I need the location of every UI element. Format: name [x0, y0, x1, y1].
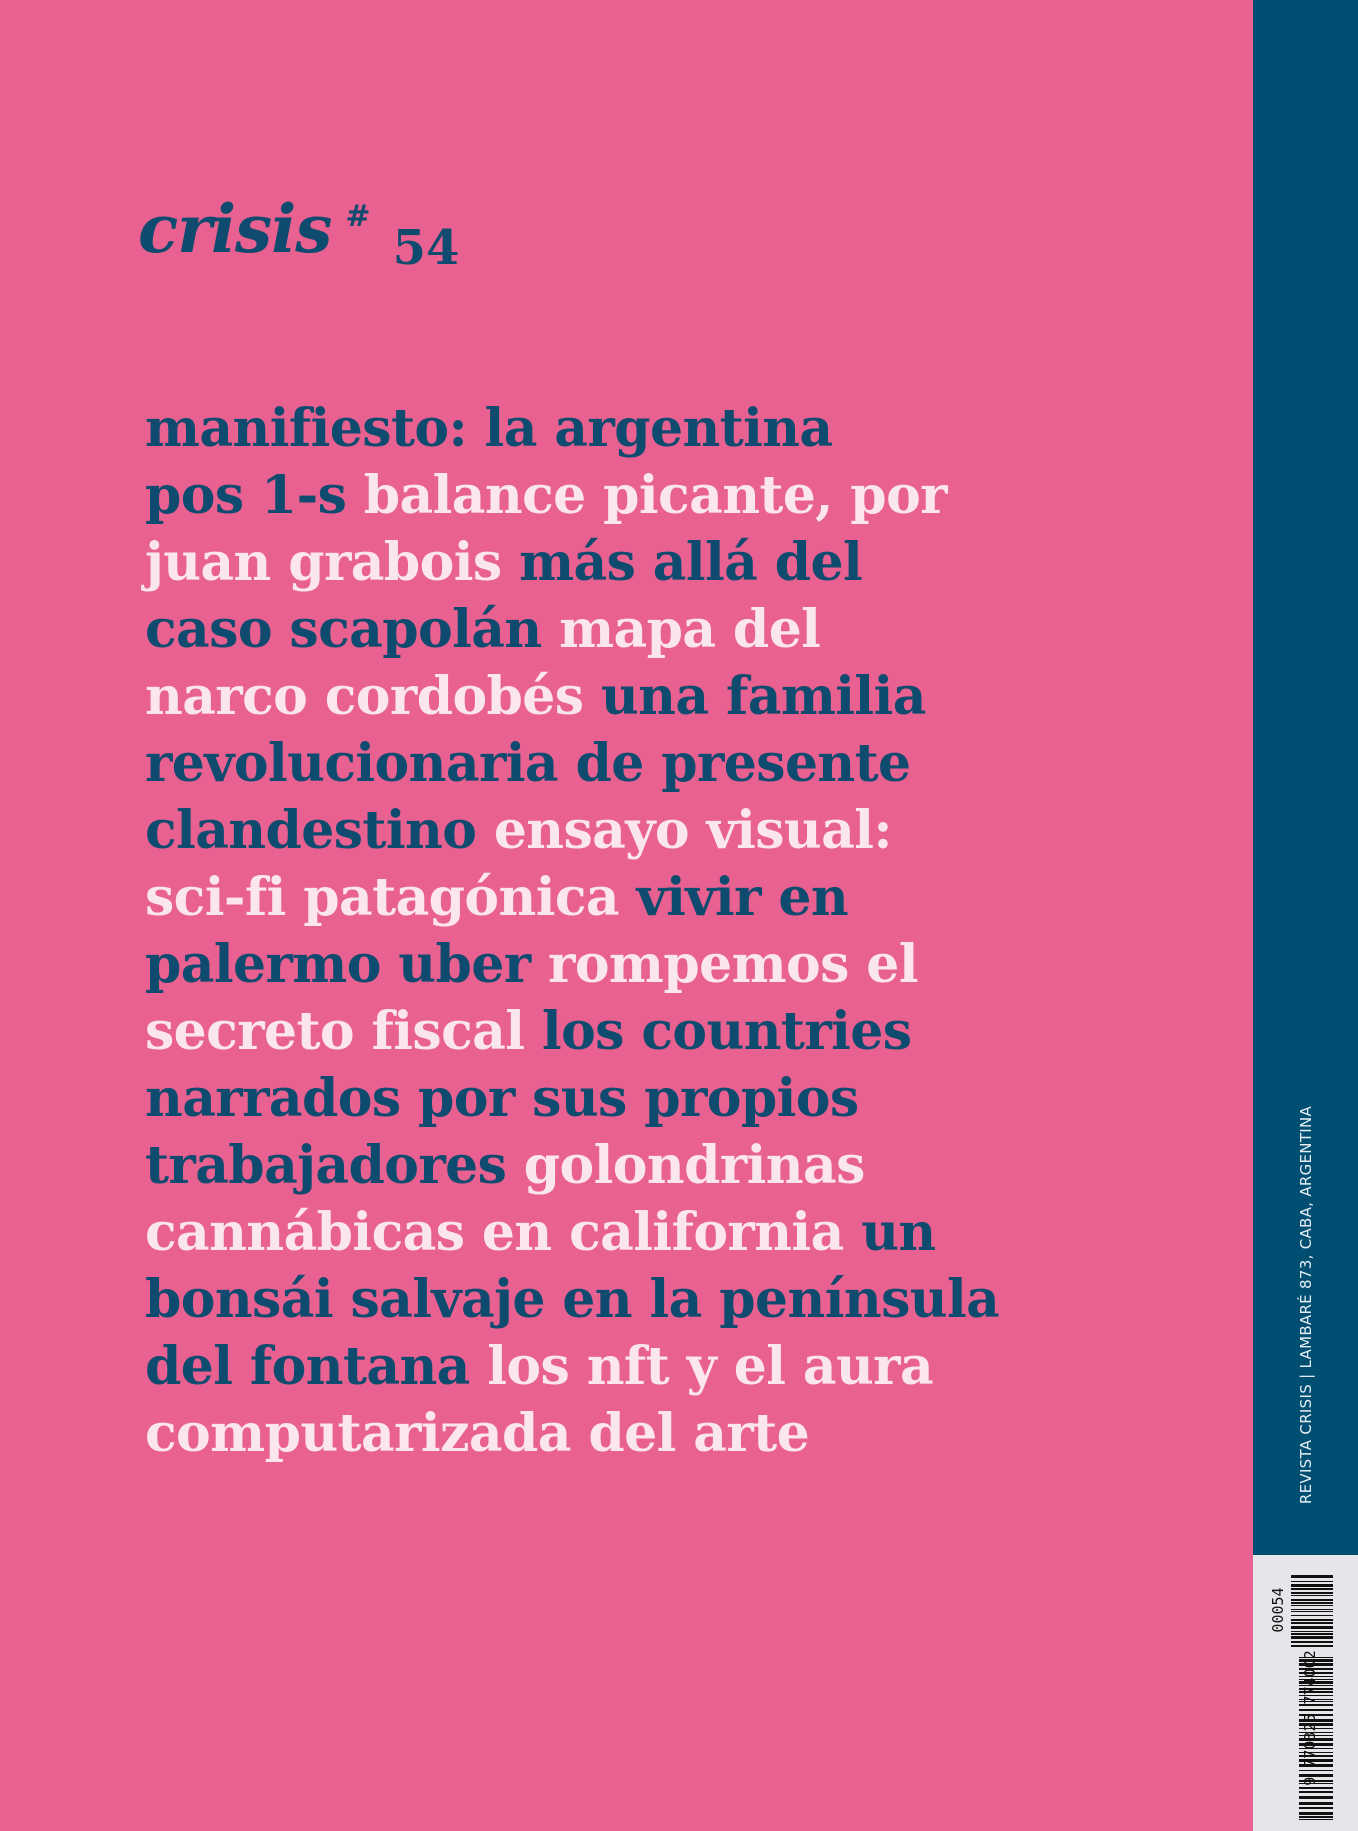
contents-segment: juan grabois [145, 532, 520, 593]
contents-segment: ensayo visual: [493, 800, 892, 861]
contents-list [145, 395, 1000, 1467]
contents-segment: caso scapolán [145, 599, 560, 660]
barcode-addon-digits: 00054 [1269, 1587, 1287, 1633]
contents-segment: computarizada del arte [145, 1403, 810, 1464]
contents-segment: los countries [541, 1001, 912, 1062]
contents-line [145, 596, 945, 663]
contents-segment: los nft y el aura [487, 1336, 934, 1397]
contents-line [145, 1199, 945, 1266]
contents-segment: revolucionaria de presente [145, 733, 911, 794]
contents-line [145, 864, 945, 931]
contents-line [145, 395, 945, 462]
contents-segment: trabajadores [145, 1135, 524, 1196]
contents-segment: más allá del [519, 532, 863, 593]
magazine-title: crisis [138, 190, 332, 268]
contents-segment: balance picante, por [363, 465, 947, 526]
contents-segment: rompemos el [548, 934, 918, 995]
contents-line [145, 1132, 945, 1199]
contents-line [145, 730, 945, 797]
contents-segment: secreto fiscal [145, 1001, 542, 1062]
contents-line [145, 1333, 945, 1400]
contents-segment: vivir en [636, 867, 849, 928]
contents-line [145, 931, 945, 998]
barcode-digits: 9 770325 774002 [1301, 1650, 1319, 1786]
contents-segment: sci-fi patagónica [145, 867, 637, 928]
contents-line [145, 462, 945, 529]
masthead [138, 190, 459, 280]
spine-address-text: REVISTA CRISIS | LAMBARÉ 873, CABA, ARGENTINA [1297, 1105, 1315, 1505]
contents-segment: manifiesto: la argentina [145, 398, 833, 459]
contents-line [145, 529, 945, 596]
contents-segment: una familia [600, 666, 926, 727]
contents-segment: bonsái salvaje en la península [145, 1269, 1000, 1330]
contents-segment: del fontana [145, 1336, 488, 1397]
contents-line [145, 1065, 945, 1132]
contents-segment: palermo uber [145, 934, 549, 995]
contents-segment: clandestino [145, 800, 494, 861]
contents-line [145, 998, 945, 1065]
contents-segment: mapa del [559, 599, 821, 660]
contents-line [145, 663, 945, 730]
contents-segment: narrados por sus propios [145, 1068, 859, 1129]
contents-line [145, 1400, 945, 1467]
contents-segment: golondrinas [523, 1135, 865, 1196]
contents-segment: un [861, 1202, 936, 1263]
contents-segment: pos 1-s [145, 465, 364, 526]
contents-segment: narco cordobés [145, 666, 601, 727]
contents-line [145, 1266, 1000, 1333]
contents-line [145, 797, 945, 864]
issue-hash: # [345, 199, 371, 234]
issue-number: 54 [392, 220, 460, 276]
barcode-addon-bars [1291, 1575, 1333, 1647]
contents-segment: cannábicas en california [145, 1202, 862, 1263]
